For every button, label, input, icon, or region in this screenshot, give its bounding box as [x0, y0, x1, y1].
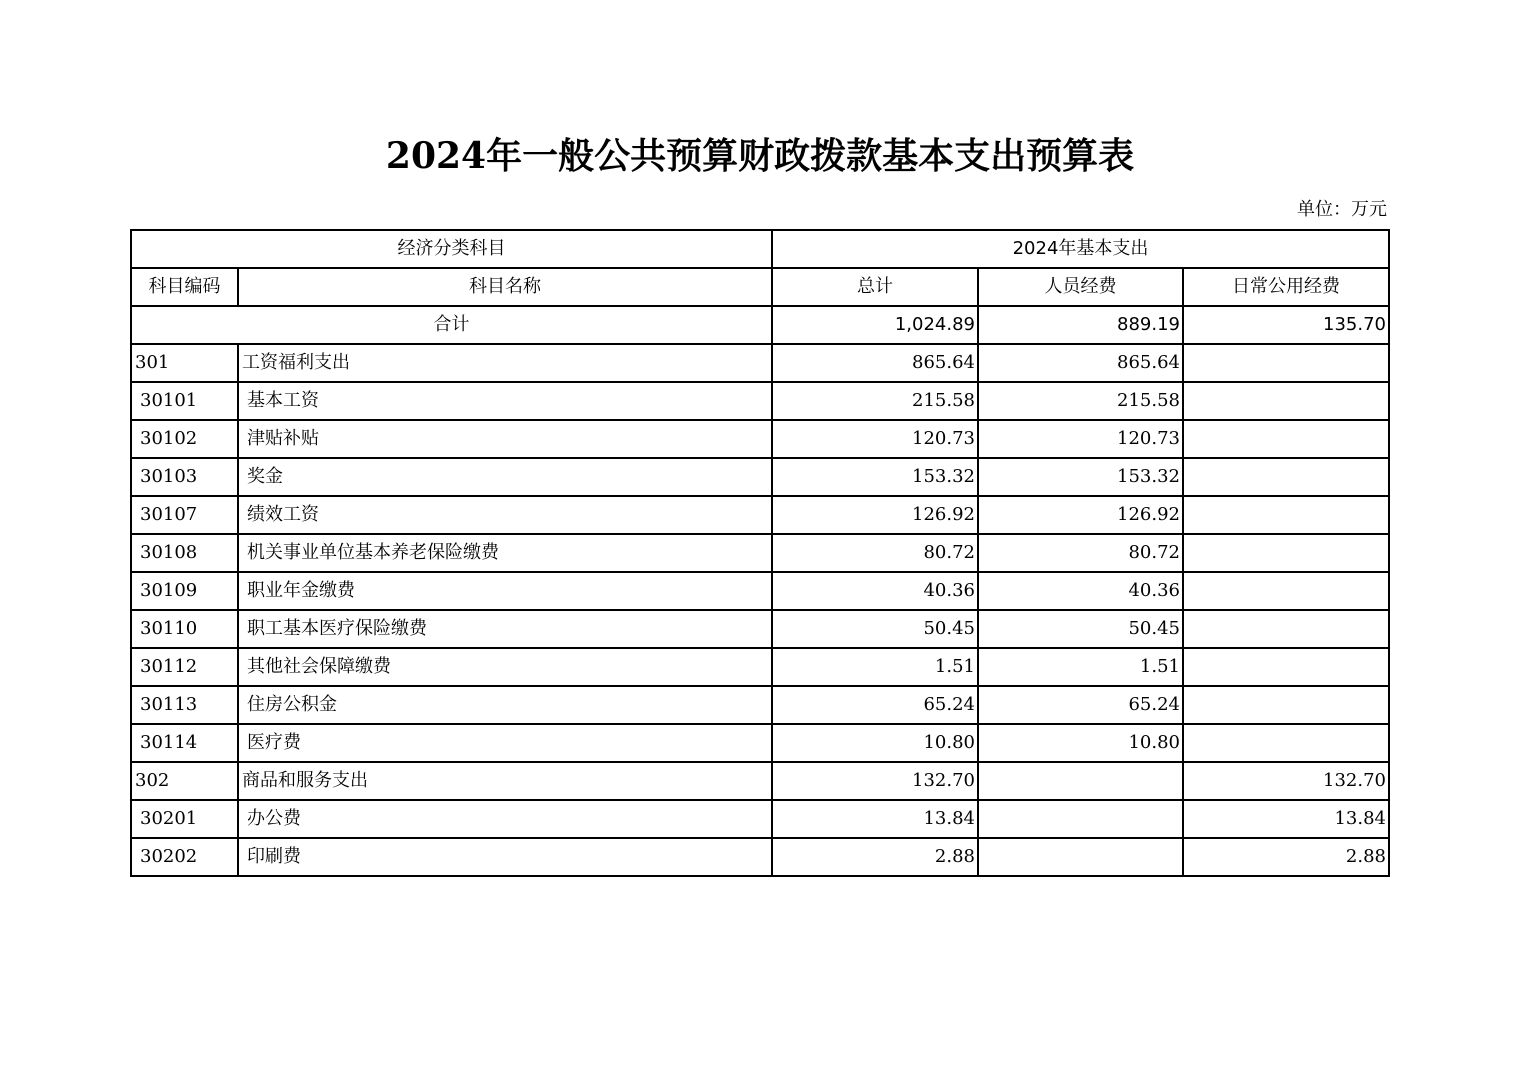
subject-name-cell: 工资福利支出: [238, 344, 772, 382]
table-row: [131, 458, 1389, 496]
total-cell: 65.24: [772, 686, 978, 724]
total-cell: 215.58: [772, 382, 978, 420]
public-cell: [1183, 724, 1389, 762]
header-subject-name: 科目名称: [238, 268, 772, 306]
subject-name-cell: 办公费: [238, 800, 772, 838]
table-row: [131, 724, 1389, 762]
header-basic-expenditure: 2024年基本支出: [772, 230, 1389, 268]
public-cell: [1183, 496, 1389, 534]
public-cell: [1183, 382, 1389, 420]
table-row: [131, 762, 1389, 800]
personnel-cell: [978, 762, 1183, 800]
table-row: [131, 496, 1389, 534]
subject-name-cell: 医疗费: [238, 724, 772, 762]
subject-code-cell: 30107: [131, 496, 238, 534]
header-public-expense: 日常公用经费: [1183, 268, 1389, 306]
public-cell: 2.88: [1183, 838, 1389, 876]
subject-code-cell: 30201: [131, 800, 238, 838]
personnel-cell: [978, 800, 1183, 838]
personnel-cell: 65.24: [978, 686, 1183, 724]
personnel-cell: 215.58: [978, 382, 1183, 420]
subject-name-cell: 奖金: [238, 458, 772, 496]
unit-label: 单位：万元: [1297, 199, 1387, 220]
header-personnel-expense: 人员经费: [978, 268, 1183, 306]
personnel-cell: 153.32: [978, 458, 1183, 496]
table-row: [131, 572, 1389, 610]
public-cell: [1183, 648, 1389, 686]
subject-name-cell: 机关事业单位基本养老保险缴费: [238, 534, 772, 572]
total-personnel: 889.19: [978, 306, 1183, 344]
subject-code-cell: 30101: [131, 382, 238, 420]
table-row: [131, 838, 1389, 876]
subject-code-cell: 30102: [131, 420, 238, 458]
public-cell: [1183, 686, 1389, 724]
subject-name-cell: 职业年金缴费: [238, 572, 772, 610]
header-subject-code: 科目编码: [131, 268, 238, 306]
subject-name-cell: 商品和服务支出: [238, 762, 772, 800]
subject-name-cell: 其他社会保障缴费: [238, 648, 772, 686]
total-cell: 132.70: [772, 762, 978, 800]
header-economic-classification: 经济分类科目: [131, 230, 772, 268]
total-label: 合计: [131, 306, 772, 344]
personnel-cell: 865.64: [978, 344, 1183, 382]
total-cell: 126.92: [772, 496, 978, 534]
total-cell: 1.51: [772, 648, 978, 686]
subject-name-cell: 绩效工资: [238, 496, 772, 534]
personnel-cell: 120.73: [978, 420, 1183, 458]
subject-name-cell: 职工基本医疗保险缴费: [238, 610, 772, 648]
budget-table: [130, 229, 1390, 877]
total-cell: 153.32: [772, 458, 978, 496]
subject-code-cell: 30103: [131, 458, 238, 496]
header-column-row: [131, 268, 1389, 306]
personnel-cell: 10.80: [978, 724, 1183, 762]
header-group-row: [131, 230, 1389, 268]
subject-name-cell: 住房公积金: [238, 686, 772, 724]
total-cell: 10.80: [772, 724, 978, 762]
total-cell: 120.73: [772, 420, 978, 458]
public-cell: [1183, 420, 1389, 458]
personnel-cell: 80.72: [978, 534, 1183, 572]
public-cell: [1183, 610, 1389, 648]
subject-code-cell: 30114: [131, 724, 238, 762]
personnel-cell: [978, 838, 1183, 876]
subject-code-cell: 30113: [131, 686, 238, 724]
total-cell: 2.88: [772, 838, 978, 876]
subject-name-cell: 基本工资: [238, 382, 772, 420]
public-cell: 132.70: [1183, 762, 1389, 800]
total-cell: 50.45: [772, 610, 978, 648]
table-row: [131, 800, 1389, 838]
total-cell: 40.36: [772, 572, 978, 610]
total-cell: 865.64: [772, 344, 978, 382]
subject-code-cell: 30109: [131, 572, 238, 610]
total-public: 135.70: [1183, 306, 1389, 344]
public-cell: [1183, 534, 1389, 572]
table-row: [131, 686, 1389, 724]
subject-name-cell: 印刷费: [238, 838, 772, 876]
subject-name-cell: 津贴补贴: [238, 420, 772, 458]
personnel-cell: 126.92: [978, 496, 1183, 534]
page-title: 2024年一般公共预算财政拨款基本支出预算表: [385, 135, 1135, 177]
public-cell: [1183, 458, 1389, 496]
personnel-cell: 1.51: [978, 648, 1183, 686]
table-row: [131, 610, 1389, 648]
subject-code-cell: 302: [131, 762, 238, 800]
table-row: [131, 382, 1389, 420]
subject-code-cell: 30108: [131, 534, 238, 572]
table-row: [131, 534, 1389, 572]
public-cell: [1183, 344, 1389, 382]
subject-code-cell: 30202: [131, 838, 238, 876]
total-row: [131, 306, 1389, 344]
total-cell: 80.72: [772, 534, 978, 572]
total-cell: 13.84: [772, 800, 978, 838]
personnel-cell: 40.36: [978, 572, 1183, 610]
header-total: 总计: [772, 268, 978, 306]
table-row: [131, 344, 1389, 382]
subject-code-cell: 301: [131, 344, 238, 382]
subject-code-cell: 30110: [131, 610, 238, 648]
public-cell: 13.84: [1183, 800, 1389, 838]
subject-code-cell: 30112: [131, 648, 238, 686]
table-row: [131, 420, 1389, 458]
table-row: [131, 648, 1389, 686]
public-cell: [1183, 572, 1389, 610]
total-amount: 1,024.89: [772, 306, 978, 344]
personnel-cell: 50.45: [978, 610, 1183, 648]
